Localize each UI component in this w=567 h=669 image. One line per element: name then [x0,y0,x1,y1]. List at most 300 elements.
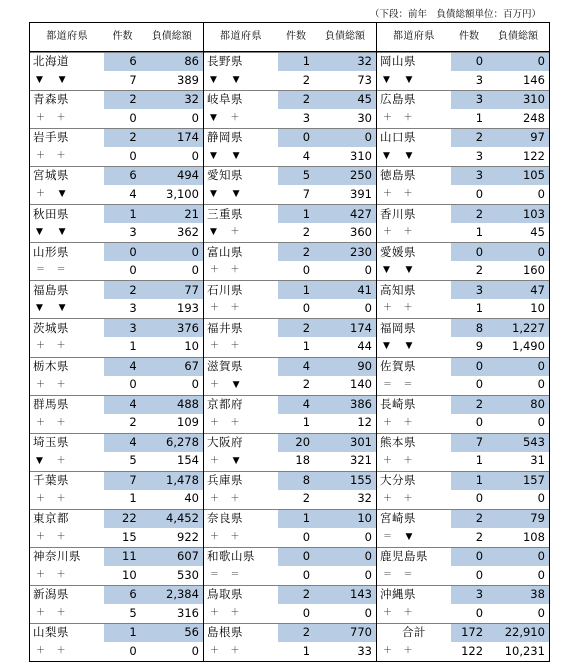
change-indicator [377,337,451,356]
prefecture-name: 北海道 [33,54,69,69]
count-cell: 6 [104,167,140,185]
change-symbols [210,495,240,504]
header-amount: 負債総額 [497,31,538,42]
change-symbols [210,76,240,85]
prev-count-cell: 1 [475,225,484,240]
change-symbols [210,114,240,123]
amount-change-symbol: ＋ [230,645,240,656]
amount-change-symbol: ＋ [56,151,66,162]
prefecture-name: 大阪府 [206,434,243,449]
count-change-symbol: ＋ [382,189,393,200]
unit-note: （下段：前年 負債総額単位：百万円） [369,9,541,20]
amount-cell: 0 [487,358,549,376]
table-row-current [377,509,549,528]
table-row-current [30,585,203,604]
prev-count-cell: 3 [302,110,311,125]
change-symbols [210,533,240,542]
amount-change-symbol: ＋ [56,455,66,466]
change-symbols [383,228,413,237]
prev-count-cell: 2 [302,225,311,240]
change-indicator [377,185,451,204]
change-indicator [204,452,278,471]
amount-change-symbol: ▼ [232,379,240,390]
prev-count-cell: 0 [475,415,484,430]
change-symbols [36,76,66,85]
prev-amount-cell: 0 [191,377,199,392]
change-indicator [377,147,451,166]
count-change-symbol: ＋ [36,341,46,352]
amount-change-symbol: ＋ [230,265,240,276]
amount-change-symbol: ＋ [403,645,413,656]
table-row-previous [30,642,203,661]
table-row-previous [30,490,203,509]
change-symbols [36,457,66,466]
prev-amount-cell: 310 [350,148,372,163]
prev-count-cell: 3 [475,72,484,87]
amount-cell: 174 [141,129,203,147]
change-indicator [204,223,278,242]
amount-change-symbol: ▼ [58,75,66,86]
prev-count-cell: 2 [129,415,137,430]
count-change-symbol: ＋ [209,531,220,542]
change-symbols [36,152,66,161]
change-indicator [30,223,104,242]
table-row-previous [30,71,203,90]
table-row-current [204,204,376,223]
change-symbols [383,266,413,275]
change-symbols [210,304,240,313]
amount-cell: 32 [141,91,203,109]
prefecture-name: 徳島県 [379,168,416,183]
amount-cell: 105 [487,167,549,185]
change-indicator [204,490,278,509]
count-change-symbol: ▼ [36,455,44,466]
amount-change-symbol: ＋ [403,417,413,428]
count-change-symbol: ＋ [36,607,46,618]
prefecture-name: 静岡県 [206,130,243,145]
table-row-previous [377,376,549,395]
amount-change-symbol: ▼ [58,303,66,314]
prev-amount-cell: 193 [177,301,199,316]
prev-count-cell: 4 [129,186,137,201]
prefecture-name: 岩手県 [33,130,69,145]
table-row-previous [30,528,203,547]
amount-change-symbol: ＋ [403,607,413,618]
amount-cell: 230 [314,243,376,261]
table-row-current [377,357,549,376]
count-change-symbol: ＋ [36,379,46,390]
prefecture-name: 愛媛県 [379,244,416,259]
table-row-previous [30,376,203,395]
count-cell: 2 [104,129,140,147]
change-indicator [204,109,278,128]
table-row-current [377,318,549,337]
prev-count-cell: 0 [129,377,137,392]
count-change-symbol: ＋ [36,151,46,162]
prefecture-name: 愛知県 [206,168,243,183]
change-indicator [204,337,278,356]
count-change-symbol: ＋ [209,303,220,314]
table-row-current [30,280,203,299]
change-indicator [377,414,451,433]
prev-amount-cell: 109 [177,415,199,430]
change-symbols [383,342,413,351]
table-row-previous [204,223,376,242]
prev-count-cell: 1 [129,339,137,354]
count-change-symbol: ＋ [209,645,220,656]
table-row-previous [377,337,549,356]
count-change-symbol: ＋ [36,113,46,124]
change-indicator [204,566,278,585]
prev-amount-cell: 391 [350,186,372,201]
table-row-current [377,547,549,566]
amount-cell: 10 [314,510,376,528]
prefecture-name: 兵庫県 [206,472,243,487]
table-row-previous [377,109,549,128]
table-block-3 [376,23,549,661]
prev-count-cell: 0 [129,263,137,278]
amount-change-symbol: ＋ [56,113,66,124]
prefecture-name: 茨城県 [33,320,69,335]
amount-change-symbol: ＋ [230,417,240,428]
count-cell: 3 [451,281,487,299]
prefecture-name: 群馬県 [33,396,69,411]
prev-amount-cell: 0 [537,415,545,430]
count-change-symbol: ＋ [209,265,220,276]
amount-cell: 6,278 [141,434,203,452]
count-cell: 0 [451,243,487,261]
table-row-current [30,90,203,109]
prev-amount-cell: 146 [522,72,545,87]
amount-cell: 250 [314,167,376,185]
count-cell: 0 [278,548,314,566]
prev-amount-cell: 0 [364,567,372,582]
count-change-symbol: ▼ [382,75,391,86]
prev-amount-cell: 0 [364,605,372,620]
count-cell: 3 [451,167,487,185]
change-indicator [204,414,278,433]
count-cell: 20 [278,434,314,452]
table-row-previous [204,337,376,356]
table-row-previous [204,604,376,623]
amount-change-symbol: ＋ [230,607,240,618]
amount-cell: 21 [141,205,203,223]
prefecture-name: 島根県 [206,625,243,640]
prefecture-name: 秋田県 [33,206,69,221]
change-symbols [210,266,240,275]
prefecture-name: 宮崎県 [379,511,416,526]
table-row-current [377,280,549,299]
count-cell: 3 [451,91,487,109]
change-symbols [210,190,240,199]
prev-count-cell: 0 [129,643,137,658]
prev-amount-cell: 362 [177,225,199,240]
amount-cell: 0 [141,243,203,261]
table-row-current [30,623,203,642]
prev-amount-cell: 45 [530,225,545,240]
count-cell: 2 [278,319,314,337]
count-cell: 22 [104,510,140,528]
table-row-current [30,128,203,147]
table-row-current [377,204,549,223]
table-row-current [204,318,376,337]
prev-count-cell: 3 [129,225,137,240]
amount-change-symbol: ＋ [230,493,240,504]
count-cell: 4 [104,434,140,452]
amount-cell: 38 [487,586,549,604]
prefecture-name: 香川県 [379,206,416,221]
count-cell: 1 [278,53,314,71]
prev-amount-cell: 108 [522,529,545,544]
table-row-previous [204,185,376,204]
count-cell: 2 [278,243,314,261]
prefecture-name: 長崎県 [379,396,416,411]
count-change-symbol: ▼ [382,151,391,162]
change-symbols [36,228,66,237]
prev-count-cell: 2 [302,377,311,392]
prefecture-name: 奈良県 [206,511,243,526]
table-row-previous [377,147,549,166]
header-amount: 負債総額 [325,31,365,42]
count-cell: 2 [451,205,487,223]
prev-count-cell: 7 [302,186,311,201]
prev-amount-cell: 31 [530,453,545,468]
table-row-previous [30,566,203,585]
prev-count-cell: 5 [129,453,137,468]
count-change-symbol: ＋ [209,417,220,428]
count-cell: 7 [104,472,140,490]
amount-change-symbol: ＋ [230,113,240,124]
count-change-symbol: ▼ [209,227,218,238]
prev-count-cell: 2 [475,263,484,278]
table-row-previous [30,337,203,356]
amount-change-symbol: ＋ [403,227,413,238]
prev-count-cell: 1 [475,301,484,316]
prev-amount-cell: 0 [364,263,372,278]
table-row-current [204,509,376,528]
prefecture-name: 沖縄県 [379,587,416,602]
amount-cell: 1,478 [141,472,203,490]
amount-cell: 22,910 [487,624,549,642]
table-row-previous [204,261,376,280]
table-row-previous [377,71,549,90]
change-indicator [30,299,104,318]
table-row-current [204,547,376,566]
amount-cell: 494 [141,167,203,185]
table-row-previous [204,528,376,547]
count-cell: 3 [104,319,140,337]
change-symbols [210,609,240,618]
count-cell: 1 [278,510,314,528]
prefecture-name: 福岡県 [379,320,416,335]
change-indicator [30,147,104,166]
change-indicator [377,261,451,280]
change-indicator [204,299,278,318]
prev-amount-cell: 160 [522,263,545,278]
amount-cell: 4,452 [141,510,203,528]
prefecture-name: 神奈川県 [33,549,81,564]
prev-amount-cell: 12 [357,415,372,430]
count-change-symbol: ▼ [382,341,391,352]
change-indicator [30,528,104,547]
change-symbols [36,571,66,580]
total-label: 合計 [401,625,426,640]
amount-cell: 47 [487,281,549,299]
prev-amount-cell: 0 [364,301,372,316]
amount-cell: 80 [487,396,549,414]
header-prefecture: 都道府県 [46,31,89,42]
change-indicator [30,337,104,356]
count-change-symbol: ＝ [209,569,220,580]
prev-amount-cell: 3,100 [166,186,199,201]
amount-change-symbol: ▼ [232,189,240,200]
prev-amount-cell: 73 [357,72,372,87]
change-indicator [377,528,451,547]
change-symbols [383,571,413,580]
table-row-current [377,623,549,642]
count-change-symbol: ＋ [36,531,46,542]
prev-count-cell: 0 [475,605,484,620]
change-indicator [30,71,104,90]
table-row-previous [377,490,549,509]
header-prefecture: 都道府県 [219,31,262,42]
amount-cell: 0 [487,243,549,261]
change-symbols [383,76,413,85]
prev-count-cell: 10 [122,567,137,582]
count-cell: 11 [104,548,140,566]
table-row-current [204,128,376,147]
amount-change-symbol: ＋ [230,227,240,238]
table-row-previous [204,642,376,661]
table-row-current [30,357,203,376]
prev-count-cell: 0 [302,529,311,544]
count-change-symbol: ＋ [382,303,393,314]
prev-count-cell: 1 [302,415,311,430]
change-indicator [377,71,451,90]
count-change-symbol: ＋ [36,189,46,200]
count-cell: 0 [278,129,314,147]
table-row-current [30,509,203,528]
header-prefecture: 都道府県 [392,31,435,42]
amount-change-symbol: ＝ [230,569,240,580]
count-change-symbol: ＋ [382,417,393,428]
table-row-current [30,242,203,261]
prev-amount-cell: 922 [177,529,199,544]
amount-change-symbol: ＋ [403,113,413,124]
prev-amount-cell: 1,490 [512,339,545,354]
count-cell: 6 [104,53,140,71]
header-row [377,23,549,52]
prefecture-name: 岐阜県 [206,92,243,107]
count-change-symbol: ＝ [382,531,393,542]
amount-cell: 97 [487,129,549,147]
prev-amount-cell: 389 [177,72,199,87]
amount-change-symbol: ＋ [56,417,66,428]
table-row-previous [377,261,549,280]
change-indicator [30,414,104,433]
prev-amount-cell: 32 [357,491,372,506]
prefecture-name: 長野県 [206,54,243,69]
prev-amount-cell: 154 [177,453,199,468]
prev-amount-cell: 30 [357,110,372,125]
amount-change-symbol: ＝ [56,265,66,276]
change-symbols [210,152,240,161]
table-row-current [204,471,376,490]
amount-cell: 543 [487,434,549,452]
change-indicator [30,490,104,509]
table-row-current [30,395,203,414]
table-row-previous [377,452,549,471]
prev-count-cell: 1 [302,339,311,354]
count-change-symbol: ＋ [209,341,220,352]
amount-change-symbol: ＝ [403,379,413,390]
amount-change-symbol: ＋ [230,341,240,352]
amount-cell: 86 [141,53,203,71]
table-row-previous [377,185,549,204]
table-row-current [30,166,203,185]
change-symbols [383,304,413,313]
prev-count-cell: 0 [475,567,484,582]
count-cell: 3 [451,586,487,604]
table-row-current [204,623,376,642]
table-row-current [377,433,549,452]
amount-cell: 0 [487,548,549,566]
prefecture-name: 滋賀県 [206,358,243,373]
amount-cell: 386 [314,396,376,414]
prev-amount-cell: 0 [537,186,545,201]
prev-amount-cell: 33 [357,643,372,658]
table-row-previous [30,185,203,204]
count-cell: 2 [451,396,487,414]
count-change-symbol: ＋ [382,113,393,124]
prefecture-name: 石川県 [206,282,243,297]
change-symbols [36,533,66,542]
table-row-previous [377,414,549,433]
change-symbols [36,190,66,199]
prefecture-name: 鹿児島県 [379,549,428,564]
prev-count-cell: 0 [302,301,311,316]
count-change-symbol: ▼ [36,227,44,238]
table-row-previous [204,71,376,90]
prefecture-name: 東京都 [33,511,69,526]
prev-amount-cell: 248 [522,110,545,125]
count-cell: 1 [278,205,314,223]
prefecture-name: 宮城県 [33,168,69,183]
count-change-symbol: ▼ [209,189,218,200]
table-row-previous [204,299,376,318]
change-indicator [30,185,104,204]
amount-change-symbol: ▼ [232,75,240,86]
table-row-previous [30,299,203,318]
change-symbols [210,342,240,351]
table-row-current [30,204,203,223]
prev-amount-cell: 321 [350,453,372,468]
change-indicator [30,604,104,623]
table-row-current [204,585,376,604]
prev-amount-cell: 140 [350,377,372,392]
change-indicator [30,566,104,585]
prev-count-cell: 0 [129,148,137,163]
prev-count-cell: 2 [475,529,484,544]
table-row-previous [204,490,376,509]
prefecture-name: 富山県 [206,244,243,259]
prev-count-cell: 1 [302,643,311,658]
change-symbols [383,190,413,199]
change-indicator [30,109,104,128]
prefecture-name: 栃木県 [33,358,69,373]
change-indicator [30,261,104,280]
prev-count-cell: 2 [302,491,311,506]
